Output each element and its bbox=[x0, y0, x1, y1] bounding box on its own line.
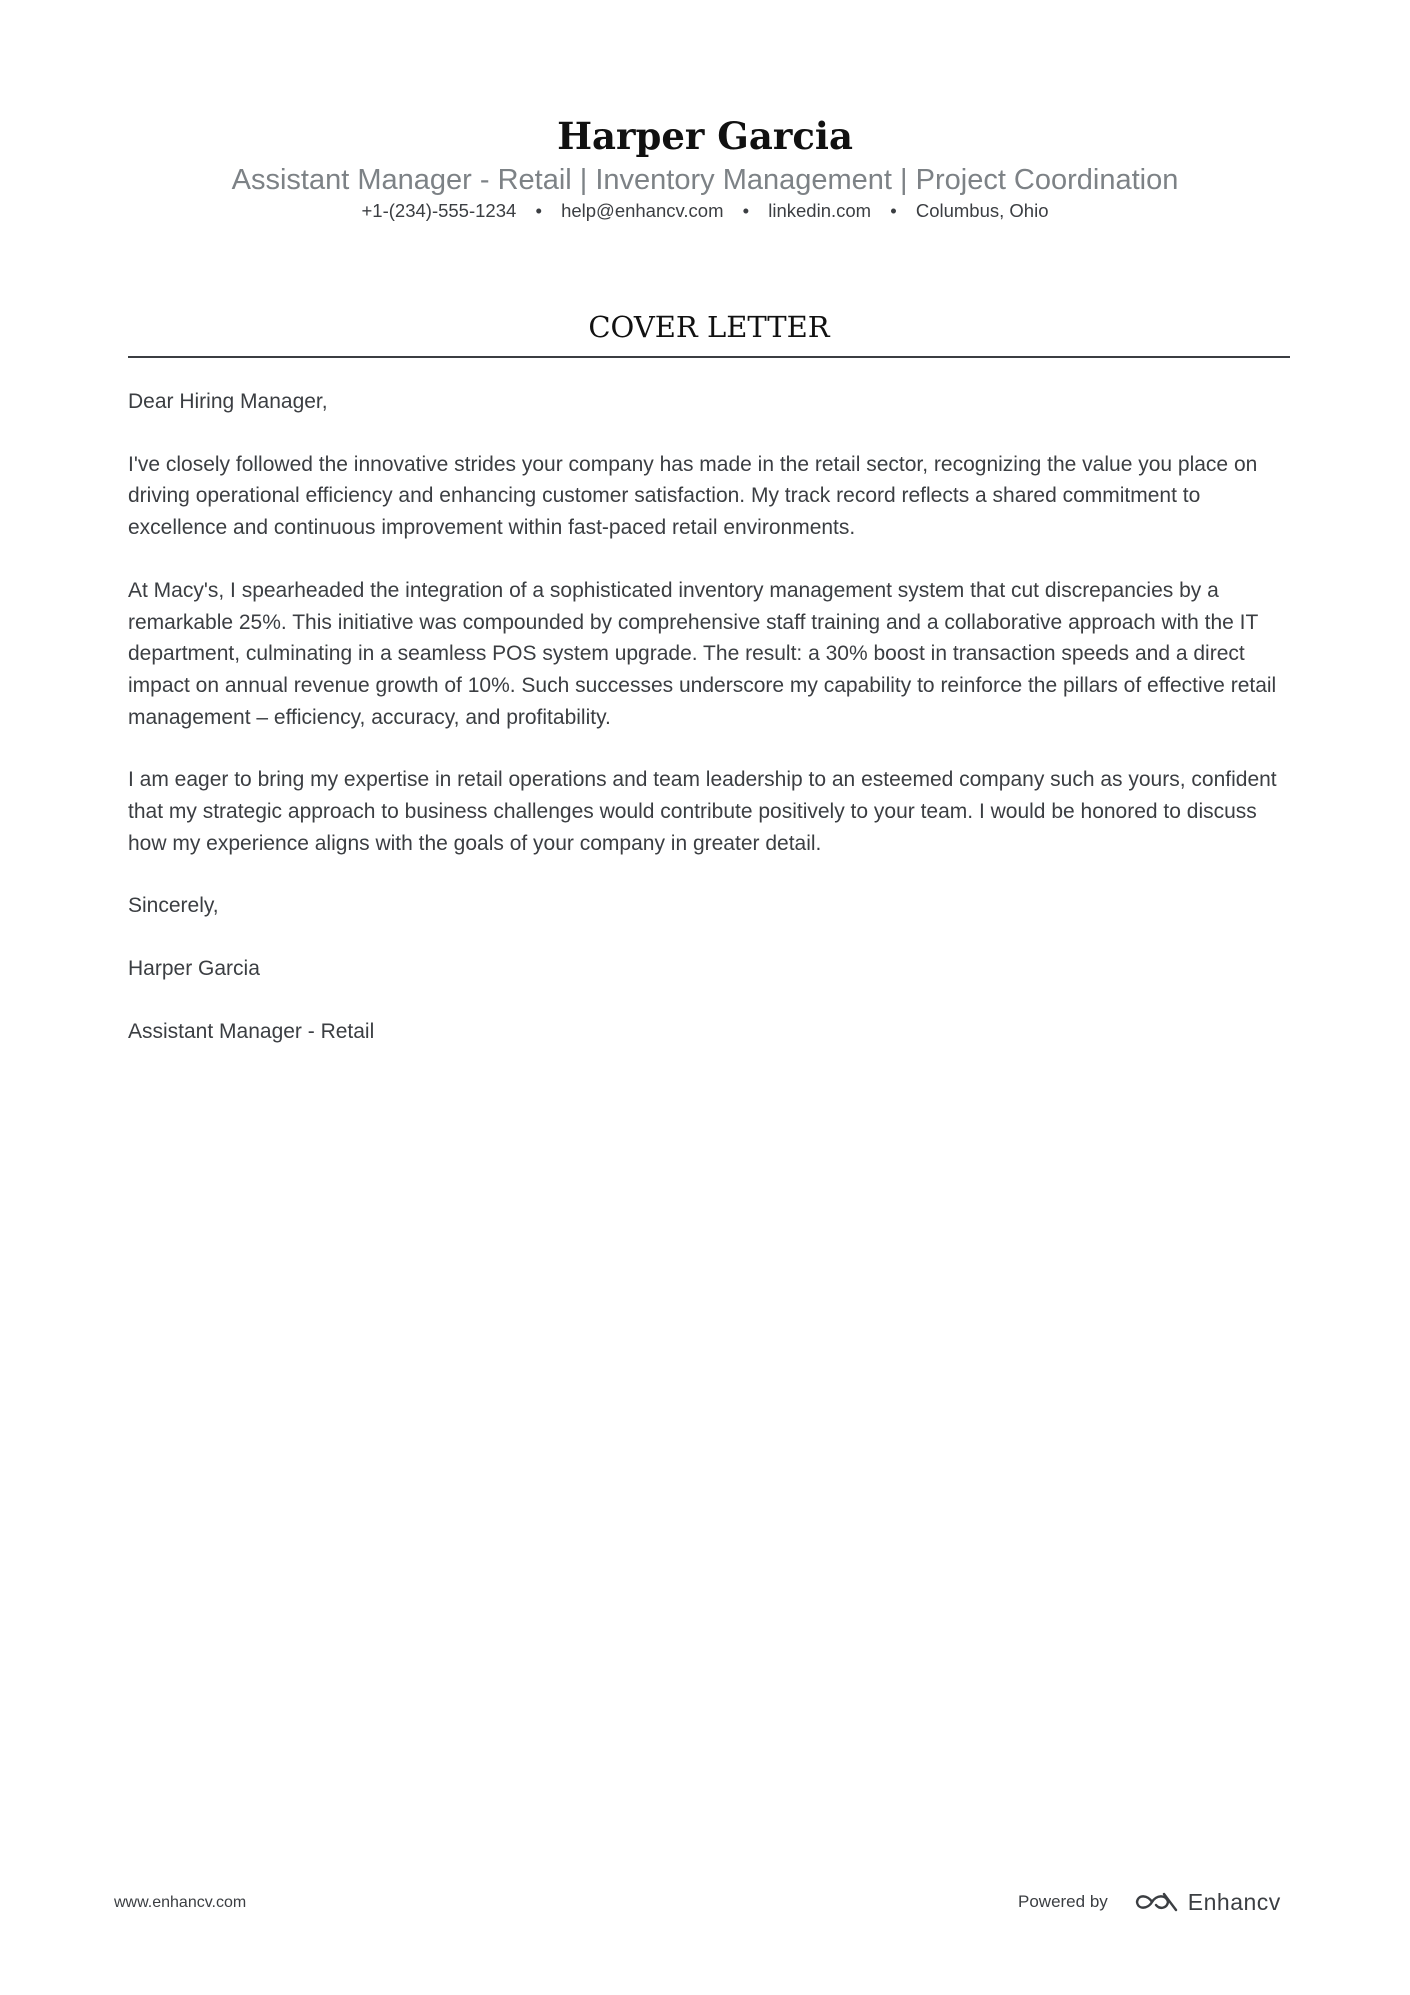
contact-email[interactable]: help@enhancv.com bbox=[561, 200, 724, 221]
footer-website[interactable]: www.enhancv.com bbox=[114, 1894, 247, 1911]
closing: Sincerely, bbox=[128, 894, 219, 918]
brand-name: Enhancv bbox=[1187, 1888, 1281, 1915]
signature-name: Harper Garcia bbox=[128, 957, 260, 981]
powered-by-label: Powered by bbox=[1018, 1892, 1108, 1911]
applicant-title: Assistant Manager - Retail | Inventory Management | Project Coordination bbox=[231, 164, 1179, 196]
header bbox=[0, 112, 1410, 224]
letter-body bbox=[128, 386, 1290, 1079]
letter-paragraph: I am eager to bring my expertise in retail operations and team leadership to an esteemed company such as yours, confident that my strategic approach to business challenges would contribute positively to your team. I would be honored to discuss how my experience aligns with the goals of your company in greater detail. bbox=[128, 768, 1277, 855]
contact-linkedin[interactable]: linkedin.com bbox=[768, 200, 872, 221]
contact-phone: +1-(234)-555-1234 bbox=[361, 200, 517, 221]
letter-paragraph: At Macy's, I spearheaded the integration of a sophisticated inventory management system that cut discrepancies by a remarkable 25%. This initiative was compounded by comprehensive staff training and a collaborative approach with the IT department, culminating in a seamless POS system upgrade. The result: a 30% boost in transaction speeds and a direct impact on annual revenue growth of 10%. Such successes underscore my capability to reinforce the pillars of effective retail management – efficiency, accuracy, and profitability. bbox=[128, 578, 1277, 729]
brand bbox=[1134, 1889, 1281, 1916]
contact-location: Columbus, Ohio bbox=[915, 200, 1049, 221]
section-heading: COVER LETTER bbox=[588, 310, 830, 344]
salutation: Dear Hiring Manager, bbox=[128, 390, 328, 413]
contact-separator: • bbox=[890, 200, 897, 221]
powered-by-badge[interactable] bbox=[1018, 1882, 1281, 1922]
section-divider bbox=[128, 356, 1290, 358]
contact-separator: • bbox=[535, 200, 542, 221]
contact-line bbox=[0, 198, 1410, 224]
letter-paragraph: I've closely followed the innovative strides your company has made in the retail sector, recognizing the value you place on driving operational efficiency and enhancing customer satisfaction. My track record reflects a shared commitment to excellence and continuous improvement within fast-paced retail environments. bbox=[128, 452, 1258, 540]
signature-title: Assistant Manager - Retail bbox=[128, 1019, 375, 1043]
contact-separator: • bbox=[742, 200, 750, 221]
applicant-name: Harper Garcia bbox=[557, 114, 853, 158]
enhancv-logo-icon bbox=[1134, 1890, 1180, 1914]
